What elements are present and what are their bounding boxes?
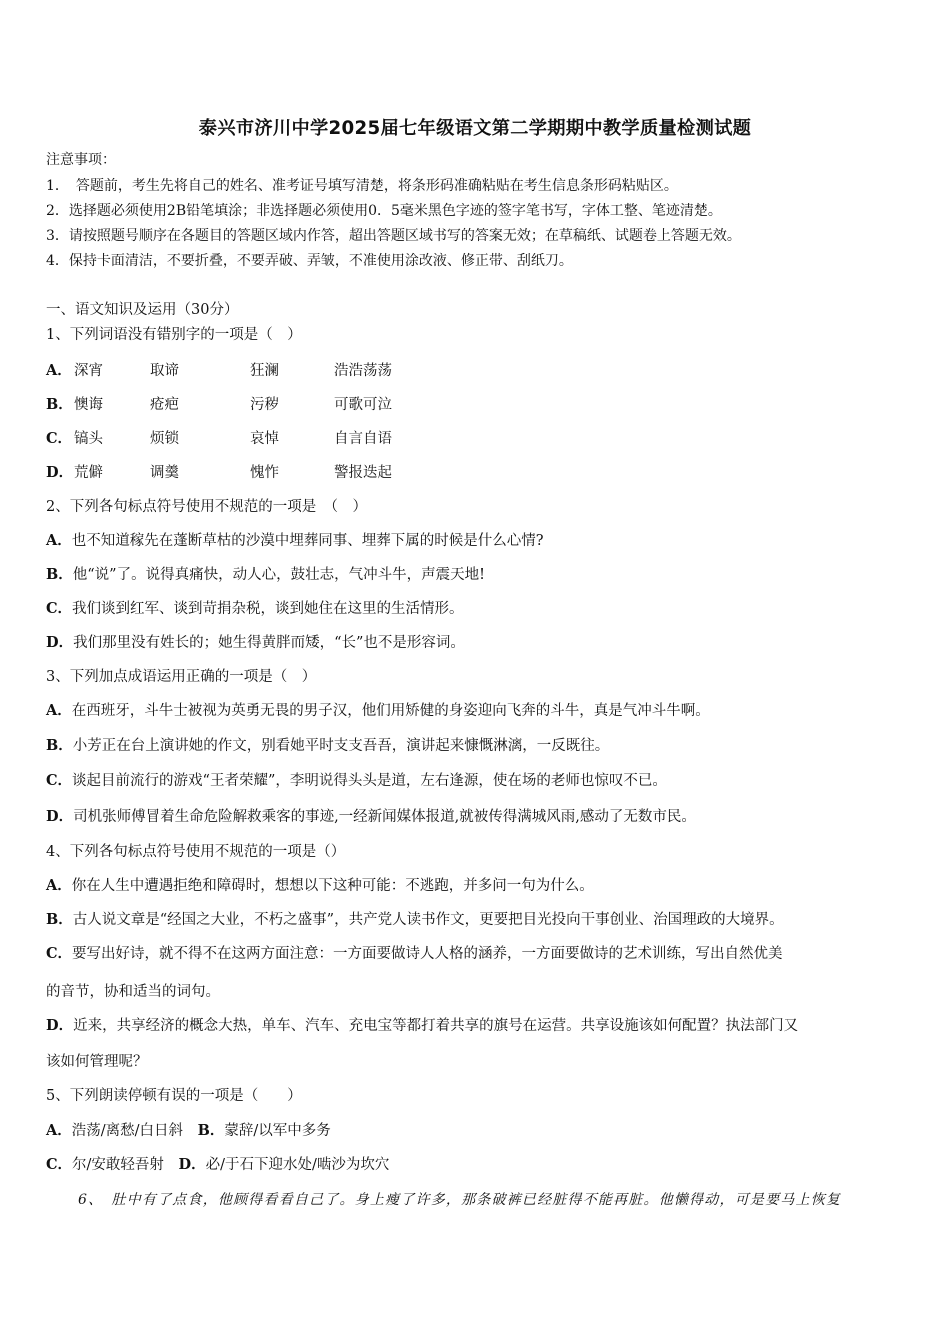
q1-option-b bbox=[46, 395, 546, 415]
option-label: B． bbox=[197, 1122, 225, 1139]
option-label: C． bbox=[46, 772, 73, 789]
question-3-stem: 3、下列加点成语运用正确的一项是（ ） bbox=[46, 669, 317, 685]
question-5-stem: 5、下列朗读停顿有误的一项是（ ） bbox=[46, 1088, 302, 1104]
option-text: 小芳正在台上演讲她的作文，别看她平时支支吾吾，演讲起来慷慨淋漓，一反既往。 bbox=[72, 738, 610, 754]
option-text: 他“说”了。说得真痛快，动人心，鼓壮志，气冲斗牛，声震天地! bbox=[72, 567, 485, 583]
q3-option-c bbox=[46, 771, 667, 791]
question-1-stem: 1、下列词语没有错别字的一项是（ ） bbox=[46, 327, 302, 343]
option-label: C． bbox=[46, 430, 73, 447]
option-label: D． bbox=[46, 464, 74, 481]
word: 深宵 bbox=[74, 363, 103, 379]
option-label: C． bbox=[46, 600, 73, 617]
option-text: 浩荡/离愁/白日斜 bbox=[71, 1123, 184, 1139]
word: 可歌可泣 bbox=[334, 397, 392, 413]
word: 狂澜 bbox=[250, 363, 279, 379]
q2-option-c bbox=[46, 599, 464, 619]
q5-options-row-2 bbox=[46, 1155, 389, 1175]
question-6-text: 6、 肚中有了点食，他顾得看看自己了。身上瘦了许多，那条破裤已经脏得不能再脏。他懒得动，可是要马上恢复 bbox=[78, 1192, 842, 1208]
q2-option-b bbox=[46, 565, 485, 585]
question-2-stem: 2、下列各句标点符号使用不规范的一项是 （ ） bbox=[46, 499, 367, 515]
option-label: B． bbox=[46, 737, 73, 754]
option-label: A． bbox=[46, 877, 72, 894]
option-label: A． bbox=[46, 532, 72, 549]
option-text: 要写出好诗，就不得不在这两方面注意：一方面要做诗人人格的涵养，一方面要做诗的艺术训练，写出自然优美 bbox=[72, 946, 783, 962]
option-text: 司机张师傅冒着生命危险解救乘客的事迹,一经新闻媒体报道,就被传得满城风雨,感动了无数市民。 bbox=[73, 809, 696, 825]
word: 烦锁 bbox=[150, 431, 179, 447]
option-label: B． bbox=[46, 396, 73, 413]
option-text: 近来，共享经济的概念大热，单车、汽车、充电宝等都打着共享的旗号在运营。共享设施该如何配置？执法部门又 bbox=[73, 1018, 799, 1034]
word: 取谛 bbox=[150, 363, 179, 379]
word: 警报迭起 bbox=[334, 465, 392, 481]
notice-item-2: 2．选择题必须使用2B铅笔填涂；非选择题必须使用0．5毫米黑色字迹的签字笔书写，字体工整、笔迹清楚。 bbox=[46, 203, 722, 219]
option-label: D． bbox=[46, 1017, 74, 1034]
option-text: 蒙辞/以军中多务 bbox=[224, 1123, 331, 1139]
q4-option-d-continued: 该如何管理呢？ bbox=[46, 1054, 148, 1070]
word: 污秽 bbox=[250, 397, 279, 413]
q4-option-b bbox=[46, 910, 784, 930]
word: 疮疤 bbox=[150, 397, 179, 413]
word: 荒僻 bbox=[74, 465, 103, 481]
q5-options-row-1 bbox=[46, 1121, 331, 1141]
q3-option-b bbox=[46, 736, 609, 756]
option-text: 必/于石下迎水处/啮沙为坎穴 bbox=[205, 1157, 390, 1173]
q4-option-c-continued: 的音节，协和适当的词句。 bbox=[46, 984, 220, 1000]
option-text: 也不知道稼先在蓬断草枯的沙漠中埋葬同事、埋葬下属的时候是什么心情? bbox=[71, 533, 544, 549]
q3-option-d bbox=[46, 807, 696, 827]
word: 镐头 bbox=[74, 431, 103, 447]
notice-heading: 注意事项： bbox=[46, 152, 116, 168]
q3-option-a bbox=[46, 701, 710, 721]
q4-option-c bbox=[46, 944, 783, 964]
page-title: 泰兴市济川中学2025届七年级语文第二学期期中教学质量检测试题 bbox=[198, 118, 752, 139]
option-text: 你在人生中遭遇拒绝和障碍时，想想以下这种可能：不逃跑，并多问一句为什么。 bbox=[71, 878, 594, 894]
option-label: A． bbox=[46, 1122, 72, 1139]
word: 浩浩荡荡 bbox=[334, 363, 392, 379]
q1-option-c bbox=[46, 429, 546, 449]
option-text: 在西班牙，斗牛士被视为英勇无畏的男子汉，他们用矫健的身姿迎向飞奔的斗牛，真是气冲斗牛啊。 bbox=[71, 703, 710, 719]
q4-option-a bbox=[46, 876, 594, 896]
option-label: D． bbox=[178, 1156, 206, 1173]
q4-option-d bbox=[46, 1016, 798, 1036]
section-heading: 一、语文知识及运用（30分） bbox=[46, 302, 239, 318]
option-text: 我们那里没有姓长的；她生得黄胖而矮，“长”也不是形容词。 bbox=[73, 635, 465, 651]
option-label: D． bbox=[46, 634, 74, 651]
option-label: D． bbox=[46, 808, 74, 825]
q1-option-d bbox=[46, 463, 546, 483]
option-label: A． bbox=[46, 362, 72, 379]
q1-option-a bbox=[46, 361, 546, 381]
option-text: 古人说文章是“经国之大业，不朽之盛事”，共产党人读书作文，更要把目光投向干事创业、治国理政的大境界。 bbox=[72, 912, 784, 928]
question-4-stem: 4、下列各句标点符号使用不规范的一项是（） bbox=[46, 844, 346, 860]
option-label: B． bbox=[46, 566, 73, 583]
option-label: A． bbox=[46, 702, 72, 719]
q2-option-d bbox=[46, 633, 465, 653]
notice-item-3: 3．请按照题号顺序在各题目的答题区域内作答，超出答题区域书写的答案无效；在草稿纸、试题卷上答题无效。 bbox=[46, 228, 741, 244]
option-label: C． bbox=[46, 945, 73, 962]
option-text: 谈起目前流行的游戏“王者荣耀”，李明说得头头是道，左右逢源，使在场的老师也惊叹不已。 bbox=[72, 773, 667, 789]
q2-option-a bbox=[46, 531, 544, 551]
option-label: C． bbox=[46, 1156, 73, 1173]
word: 哀悼 bbox=[250, 431, 279, 447]
word: 懊诲 bbox=[74, 397, 103, 413]
option-text: 我们谈到红军、谈到苛捐杂税，谈到她住在这里的生活情形。 bbox=[72, 601, 464, 617]
notice-item-4: 4．保持卡面清洁，不要折叠，不要弄破、弄皱，不准使用涂改液、修正带、刮纸刀。 bbox=[46, 253, 573, 269]
notice-item-1: 1． 答题前，考生先将自己的姓名、准考证号填写清楚，将条形码准确粘贴在考生信息条形码粘贴区。 bbox=[46, 178, 678, 194]
word: 自言自语 bbox=[334, 431, 392, 447]
word: 愧怍 bbox=[250, 465, 279, 481]
option-label: B． bbox=[46, 911, 73, 928]
word: 调羹 bbox=[150, 465, 179, 481]
option-text: 尔/安敢轻吾射 bbox=[72, 1157, 164, 1173]
